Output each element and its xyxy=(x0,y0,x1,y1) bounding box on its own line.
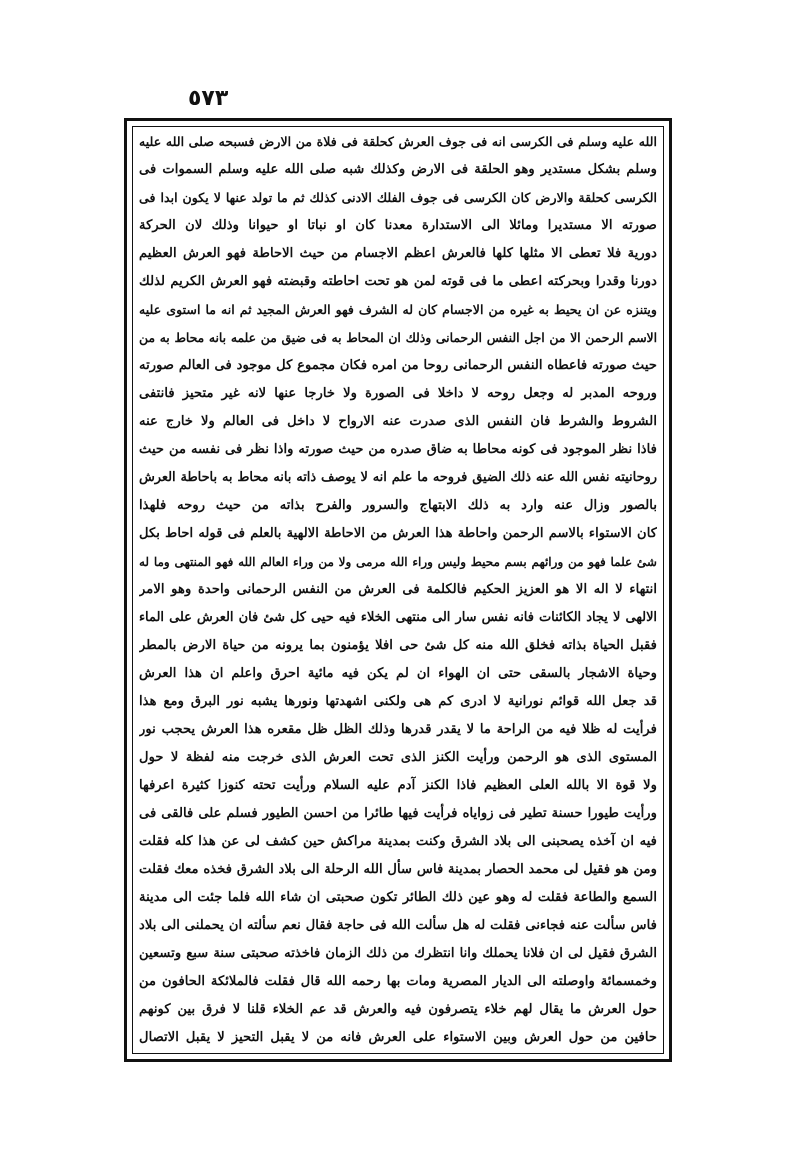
text-line: بالصور وزال عنه وارد به ذلك الابتهاج والسرور والفرح بذاته من حيث روحه فلهذا xyxy=(139,498,657,513)
text-line: كان الاستواء بالاسم الرحمن واحاطة هذا العرش من الاحاطة الالهية بالعلم فى قوله احاط بكل xyxy=(139,526,657,541)
text-line: الله عليه وسلم فى الكرسى انه فى جوف العرش كحلقة فى فلاة من الارض فسبحه صلى الله عليه xyxy=(139,134,657,149)
text-line: حول العرش ما يقال لهم خلاء يتصرفون فيه والعرش قد عم الخلاء قلنا لا فرق بين كونهم xyxy=(139,1002,657,1017)
text-line: صورته الا مستديرا ومائلا الى الاستدارة معدنا كان او نباتا او حيوانا وذلك لان الحركة xyxy=(139,218,657,233)
text-line: فيه ان آخذه يصحبنى الى بلاد الشرق وكنت بمدينة مراكش حين كشف لى عن هذا كله فقلت xyxy=(139,834,657,849)
text-line: فقبل الحياة بذاته فخلق الله منه كل شئ حى افلا يؤمنون بما يرونه من حياة الارض بالمطر xyxy=(139,638,657,653)
text-line: حافين من حول العرش وبين الاستواء على العرش فانه من لا يقبل التحيز لا يقبل الاتصال xyxy=(139,1030,657,1045)
text-line: فاذا نظر الموجود فى كونه محاطا به ضاق صدره من حيث صورته واذا نظر فى نفسه من حيث xyxy=(139,442,657,457)
text-line: دورية فلا تعطى الا مثلها كلها فالعرش اعظم الاجسام من حيث الاحاطة فهو العرش العظيم xyxy=(139,246,657,261)
text-line: ومن هو فقيل لى محمد الحصار بمدينة فاس سأل الله الرحلة الى بلاد الشرق فخذه معك فقلت xyxy=(139,862,657,877)
text-line: شئ علما فهو من ورائهم بسم محيط وليس وراء الله مرمى ولا من وراء العالم الله فهو المنتهى وما له xyxy=(139,555,657,569)
text-line: وحياة الاشجار بالسقى حتى ان الهواء ان لم يكن فيه مائية احرق واعلم ان هذا العرش xyxy=(139,666,657,681)
text-line: الشروط والشرط فان النفس الذى صدرت عنه الارواح لا داخل فى العالم ولا خارج عنه xyxy=(139,414,657,429)
text-line: دورنا وقدرا وبحركته اعطى ما فى قوته لمن هو تحت احاطته وقبضته فهو العرش الكريم لذلك xyxy=(139,274,657,289)
text-line: ولا قوة الا بالله العلى العظيم فاذا الكنز آدم عليه السلام ورأيت تحته كنوزا كثيرة اعرفها xyxy=(139,778,657,793)
text-line: المستوى الذى هو الرحمن ورأيت الكنز الذى تحت العرش الذى خرجت منه لفظة لا حول xyxy=(139,750,657,765)
text-line: حيث صورته فاعطاه النفس الرحمانى روحا من امره فكان مجموع كل موجود فى العالم صورته xyxy=(139,358,657,373)
text-line: فاس سألت عنه فجاءنى فقلت له هل سألت الله فى حاجة فقال نعم سألته ان يحملنى الى بلاد xyxy=(139,918,657,933)
text-line: الاسم الرحمن الا من اجل النفس الرحمانى وذلك ان المحاط به فى ضيق من علمه بانه محاط به من xyxy=(139,330,657,345)
text-line: السمع والطاعة فقلت له وهو عين ذلك الطائر تكون صحبتى ان شاء الله فلما جئت الى مدينة xyxy=(139,890,657,905)
text-line: وسلم بشكل مستدير وهو الحلقة فى الارض وكذلك شبه صلى الله عليه وسلم السموات فى xyxy=(139,162,657,177)
text-line: فرأيت له ظلا فيه من الراحة ما لا يقدر قدرها وذلك الظل ظل مقعره هذا العرش يحجب نور xyxy=(139,722,657,737)
text-line: روحانيته نفس الله عنه ذلك الضيق فروحه ما علم انه لا يوصف ذاته بانه محاط به باحاطة العرش xyxy=(139,470,657,485)
text-line: الكرسى كحلقة والارض كان الكرسى فى جوف الفلك الادنى كذلك ثم ما تولد عنها لا يكون ابدا فى xyxy=(139,190,657,205)
text-line: قد جعل الله قوائم نورانية لا ادرى كم هى ولكنى اشهدتها ونورها يشبه نور البرق ومع هذا xyxy=(139,694,657,709)
page-frame xyxy=(124,118,672,1062)
text-block xyxy=(132,126,664,1054)
text-line: ويتنزه عن ان يحيط به غيره من الاجسام كان له الشرف فهو العرش المجيد ثم انه ما استوى عليه xyxy=(139,302,657,317)
page-number: ٥٧٣ xyxy=(188,86,229,111)
text-line: انتهاء لا اله الا هو العزيز الحكيم فالكلمة فى العرش من النفس الرحمانى واحدة وهو الامر xyxy=(139,582,657,597)
text-line: ورأيت طيورا حسنة تطير فى زواياه فرأيت فيها طائرا من احسن الطيور فسلم على فالقى فى xyxy=(139,806,657,821)
text-line: وخمسمائة واوصلته الى الديار المصرية ومات بها رحمه الله قال فقلت فالملائكة الحافون من xyxy=(139,974,657,989)
text-line: الشرق فقيل لى ان فلانا يحملك وانا انتظرك من ذلك الزمان فاخذته صحبتى سنة سبع وتسعين xyxy=(139,946,657,961)
text-line: الالهى لا يجاد الكائنات فانه نفس سار الى منتهى الخلاء فيه حيى كل شئ فان العرش على الماء xyxy=(139,610,657,625)
text-line: وروحه المدبر له وجعل روحه لا داخلا فى الصورة ولا خارجا عنها لانه غير متحيز فانتفى xyxy=(139,386,657,401)
